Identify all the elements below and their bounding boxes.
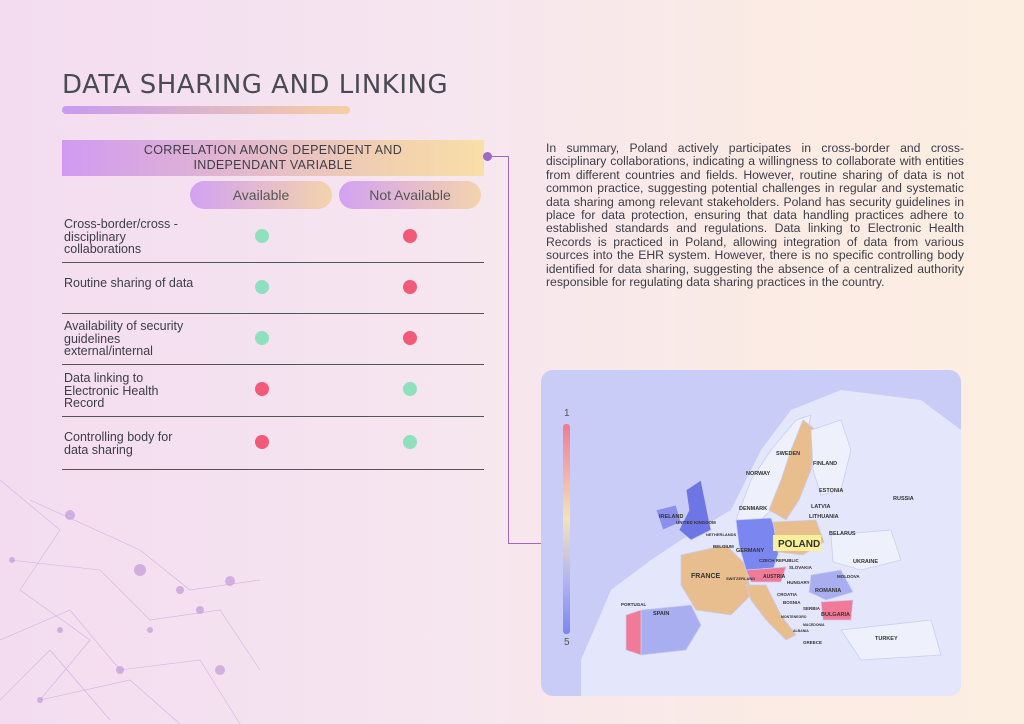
map-label: SPAIN xyxy=(653,611,670,617)
map-label: SWEDEN xyxy=(776,451,801,457)
map-label: FINLAND xyxy=(813,461,838,467)
map-label: DENMARK xyxy=(739,506,768,512)
europe-map xyxy=(541,370,961,696)
table-row xyxy=(62,262,484,314)
color-scale xyxy=(563,424,570,634)
map-label: NORWAY xyxy=(746,471,771,477)
map-label: TURKEY xyxy=(875,636,898,642)
map-label: RUSSIA xyxy=(893,496,914,502)
scale-top-label: 1 xyxy=(564,408,570,419)
summary-text: In summary, Poland actively participates in cross-border and cross-disciplinary collaborations, indicating a willingness to collaborate with entities from different countries and fields. However, routine sharing of data is not common practice, suggesting potential challenges in regular and systematic data sharing among relevant stakeholders. Poland has security guidelines in place for data protection, ensuring that data handling practices adhere to established standards and regulations. Data linking to Electronic Health Records is practiced in Poland, allowing integration of data from various sources into the EHR system. However, there is no specific controlling body identified for data sharing, suggesting the absence of a centralized authority responsible for regulating data sharing practices in the country. xyxy=(546,141,964,290)
map-label: NETHERLANDS xyxy=(706,532,737,537)
connector-line xyxy=(491,156,509,157)
map-label: ESTONIA xyxy=(819,488,844,494)
row-label: Availability of security guidelines external/internal xyxy=(64,319,184,358)
column-not-available: Not Available xyxy=(339,181,481,209)
map-label: ALBANIA xyxy=(793,629,809,633)
map-label: MONTENEGRO xyxy=(781,615,807,619)
map-label: MACEDONIA xyxy=(803,623,825,627)
map-label: SERBIA xyxy=(803,606,821,611)
row-label: Routine sharing of data xyxy=(64,276,194,290)
map-label: MOLDOVA xyxy=(837,574,860,579)
map-label: BOSNIA xyxy=(783,600,801,605)
row-label: Data linking to Electronic Health Record xyxy=(64,371,159,410)
map-label: LITHUANIA xyxy=(809,514,839,520)
map-label: CROATIA xyxy=(777,592,798,597)
map-label: CZECH REPUBLIC xyxy=(759,558,799,563)
map-label: BELGIUM xyxy=(713,544,734,549)
not-available-dot xyxy=(403,382,417,396)
table-header-text: CORRELATION AMONG DEPENDENT AND INDEPENDANT VARIABLE xyxy=(143,143,403,172)
scale-bottom-label: 5 xyxy=(564,637,570,648)
not-available-dot xyxy=(403,229,417,243)
map-label: SWITZERLAND xyxy=(726,576,756,581)
table-row xyxy=(62,364,484,417)
poland-label: POLAND xyxy=(778,539,821,550)
map-label: PORTUGAL xyxy=(621,602,647,607)
map-label: LATVIA xyxy=(811,504,831,510)
table-row xyxy=(62,313,484,365)
map-label: SLOVAKIA xyxy=(789,565,812,570)
map-label: UKRAINE xyxy=(853,559,879,565)
column-available: Available xyxy=(190,181,332,209)
not-available-dot xyxy=(403,435,417,449)
map-label: BELARUS xyxy=(829,531,856,537)
table-row xyxy=(62,416,484,470)
available-dot xyxy=(255,382,269,396)
not-available-dot xyxy=(403,280,417,294)
available-dot xyxy=(255,435,269,449)
available-dot xyxy=(255,280,269,294)
not-available-dot xyxy=(403,331,417,345)
page-title: DATA SHARING AND LINKING xyxy=(62,70,449,100)
title-underline xyxy=(62,106,350,114)
map-label: BULGARIA xyxy=(821,612,851,618)
map-label: HUNGARY xyxy=(787,580,810,585)
row-label: Controlling body for data sharing xyxy=(64,430,173,457)
map-label: IRELAND xyxy=(659,514,684,520)
map-label: ROMANIA xyxy=(815,588,842,594)
table-row xyxy=(62,214,484,263)
network-decoration xyxy=(0,440,300,724)
map-label: FRANCE xyxy=(691,573,721,580)
map-svg xyxy=(541,370,961,696)
available-dot xyxy=(255,229,269,243)
map-label: UNITED KINGDOM xyxy=(676,520,716,525)
map-label: GREECE xyxy=(803,640,823,645)
map-label: GERMANY xyxy=(736,548,765,554)
connector-line xyxy=(508,156,509,544)
row-label: Cross-border/cross -disciplinary collaborations xyxy=(64,217,178,256)
table-header xyxy=(62,140,484,176)
available-dot xyxy=(255,331,269,345)
map-label: AUSTRIA xyxy=(763,574,786,580)
